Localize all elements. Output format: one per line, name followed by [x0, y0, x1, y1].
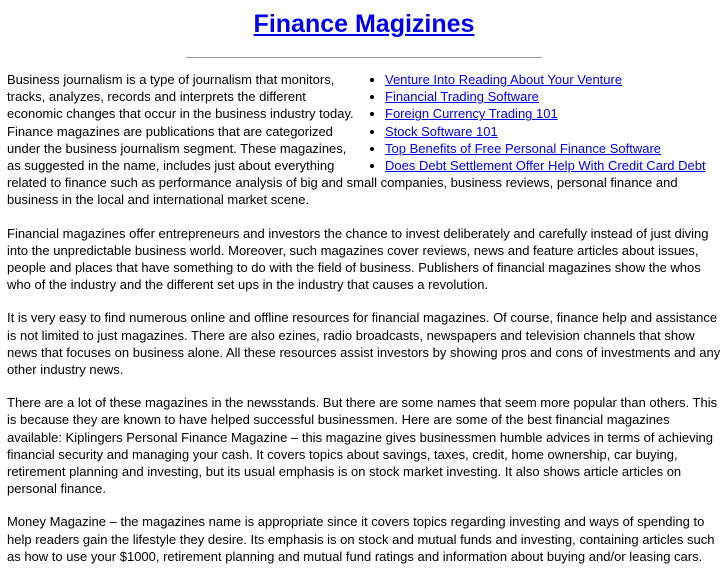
- related-link-item: [385, 123, 721, 140]
- article-paragraph: It is very easy to find numerous online and offline resources for financial magazines. Of course, finance help and assistance is not limited to just magazines. There are also ezines, radio broadcasts, newspapers and television channels that show news that focuses on business alone. All these resources assist investors by showing pros and cons of investments and any other industry news.: [7, 310, 721, 378]
- related-link-personal-finance-software[interactable]: Top Benefits of Free Personal Finance Software: [385, 140, 662, 156]
- related-link-item: [385, 140, 721, 157]
- title-divider: [186, 57, 542, 58]
- page-title-link[interactable]: Finance Magizines: [253, 10, 475, 38]
- article-paragraph: Financial magazines offer entrepreneurs and investors the chance to invest deliberately and carefully instead of just diving into the unpredictable business world. Moreover, such magazines cover reviews, news and feature articles about issues, people and places that have something to do with the field of business. Publishers of financial magazines show the whos who of the industry and the different set ups in the industry that causes a revolution.: [7, 225, 709, 293]
- related-link-venture-reading[interactable]: Venture Into Reading About Your Venture: [385, 72, 623, 87]
- article-paragraph: Business journalism is a type of journalism that monitors, tracks, analyzes, records and interprets the different economic changes that occur in the business industry today. Finance magazines are publications that are categorized under the business journalism segment. These magazines, as suggested in the name, includes just about everything related to finance such as performance analysis of big and small companies, business reviews, personal finance and business in the local and international market scene.: [7, 72, 678, 208]
- related-link-item: [385, 105, 721, 122]
- related-link-item: [385, 88, 721, 105]
- related-link-foreign-currency-trading[interactable]: Foreign Currency Trading 101: [385, 106, 558, 122]
- related-link-stock-software[interactable]: Stock Software 101: [385, 123, 498, 139]
- article-page: [7, 0, 721, 581]
- related-link-financial-trading-software[interactable]: Financial Trading Software: [385, 89, 539, 105]
- article-paragraph: There are a lot of these magazines in the newsstands. But there are some names that seem more popular than others. This is because they are known to have helped successful businessmen. Here are some of the best financial magazines available: Kiplingers Personal Finance Magazine – this magazine gives businessmen humble advices in terms of achieving financial security and managing your cash. It covers topics about savings, taxes, credit, home ownership, car buying, retirement planning and investing, but its usual emphasis is on stock market investing. It also shows article articles on personal finance.: [7, 395, 718, 497]
- related-link-item: [385, 71, 721, 88]
- page-title: [7, 10, 721, 38]
- related-link-debt-settlement[interactable]: Does Debt Settlement Offer Help With Credit Card Debt: [385, 158, 706, 174]
- article-paragraph: Money Magazine – the magazines name is appropriate since it covers topics regarding investing and ways of spending to help readers gain the lifestyle they desire. Its emphasis is on stock and mutual funds and investing, containing articles such as how to use your $1000, retirement planning and mutual fund ratings and information about buying and/or leasing cars.: [7, 514, 715, 564]
- related-link-item: [385, 157, 721, 174]
- related-links-list: [367, 71, 721, 174]
